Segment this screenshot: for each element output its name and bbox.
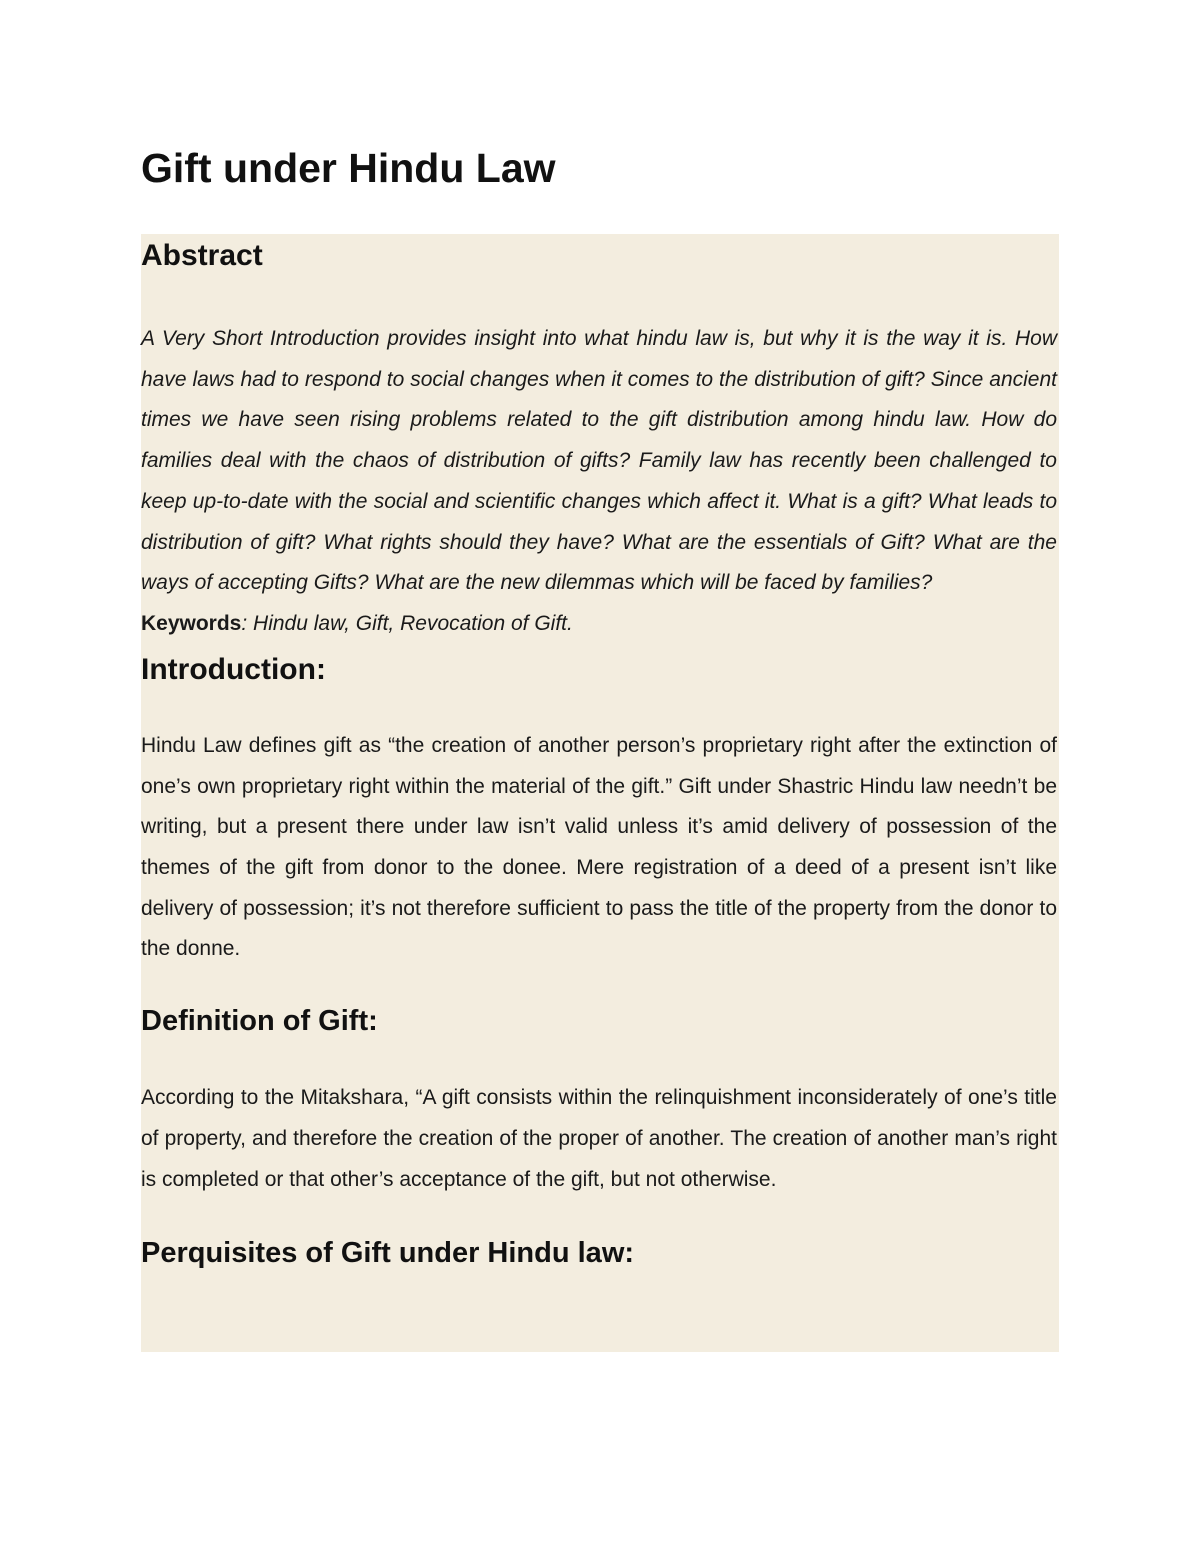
perquisites-heading: Perquisites of Gift under Hindu law: [141, 1237, 635, 1270]
abstract-text: A Very Short Introduction provides insight into what hindu law is, but why it is the way it is. How have laws had to respond to social changes when it comes to the distribution of gift? Since ancient times we have seen rising problems related to the gift distribution among hindu law. How do families deal with the chaos of distribution of gifts? Family law has recently been challenged to keep up-to-date with the social and scientific changes which affect it. What is a gift? What leads to distribution of gift? What rights should they have? What are the essentials of Gift? What are the ways of accepting Gifts? What are the new dilemmas which will be faced by families? [141, 327, 1057, 595]
introduction-heading: Introduction: [141, 652, 326, 686]
keywords-line [141, 604, 1057, 644]
abstract-heading: Abstract [141, 239, 263, 272]
definition-heading: Definition of Gift: [141, 1005, 378, 1038]
definition-text: According to the Mitakshara, “A gift consists within the relinquishment inconsiderately of one’s title of property, and therefore the creation of the proper of another. The creation of another man’s right is completed or that other’s acceptance of the gift, but not otherwise. [141, 1086, 1057, 1191]
keywords-label: Keywords [141, 611, 242, 635]
keywords-value: : Hindu law, Gift, Revocation of Gift. [241, 611, 573, 635]
introduction-text: Hindu Law defines gift as “the creation of another person’s proprietary right after the extinction of one’s own proprietary right within the material of the gift.” Gift under Shastric Hindu law needn’t be writing, but a present there under law isn’t valid unless it’s amid delivery of possession of the themes of the gift from donor to the donee. Mere registration of a deed of a present isn’t like delivery of possession; it’s not therefore sufficient to pass the title of the property from the donor to the donne. [141, 733, 1057, 961]
content-area [141, 234, 1059, 1352]
document-title: Gift under Hindu Law [141, 145, 556, 191]
